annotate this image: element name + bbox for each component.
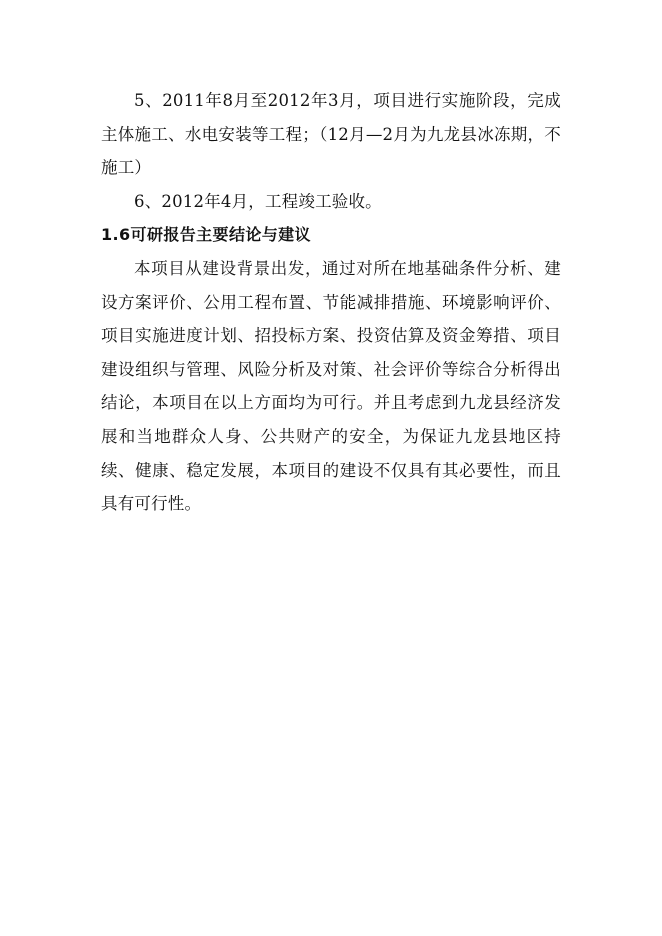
document-body (101, 84, 561, 521)
section-heading: 1.6可研报告主要结论与建议 (101, 225, 311, 245)
schedule-item-6: 6、2012年4月，工程竣工验收。 (134, 191, 382, 211)
conclusion-paragraph: 本项目从建设背景出发，通过对所在地基础条件分析、建设方案评价、公用工程布置、节能减排措施、环境影响评价、项目实施进度计划、招投标方案、投资估算及资金筹措、项目建设组织与管理、风险分析及对策、社会评价等综合分析得出结论，本项目在以上方面均为可行。并且考虑到九龙县经济发展和当地群众人身、公共财产的安全，为保证九龙县地区持续、健康、稳定发展，本项目的建设不仅具有其必要性，而且具有可行性。 (101, 258, 561, 514)
schedule-item-5: 5、2011年8月至2012年3月，项目进行实施阶段，完成主体施工、水电安装等工程；（12月—2月为九龙县冰冻期，不施工） (101, 91, 561, 178)
